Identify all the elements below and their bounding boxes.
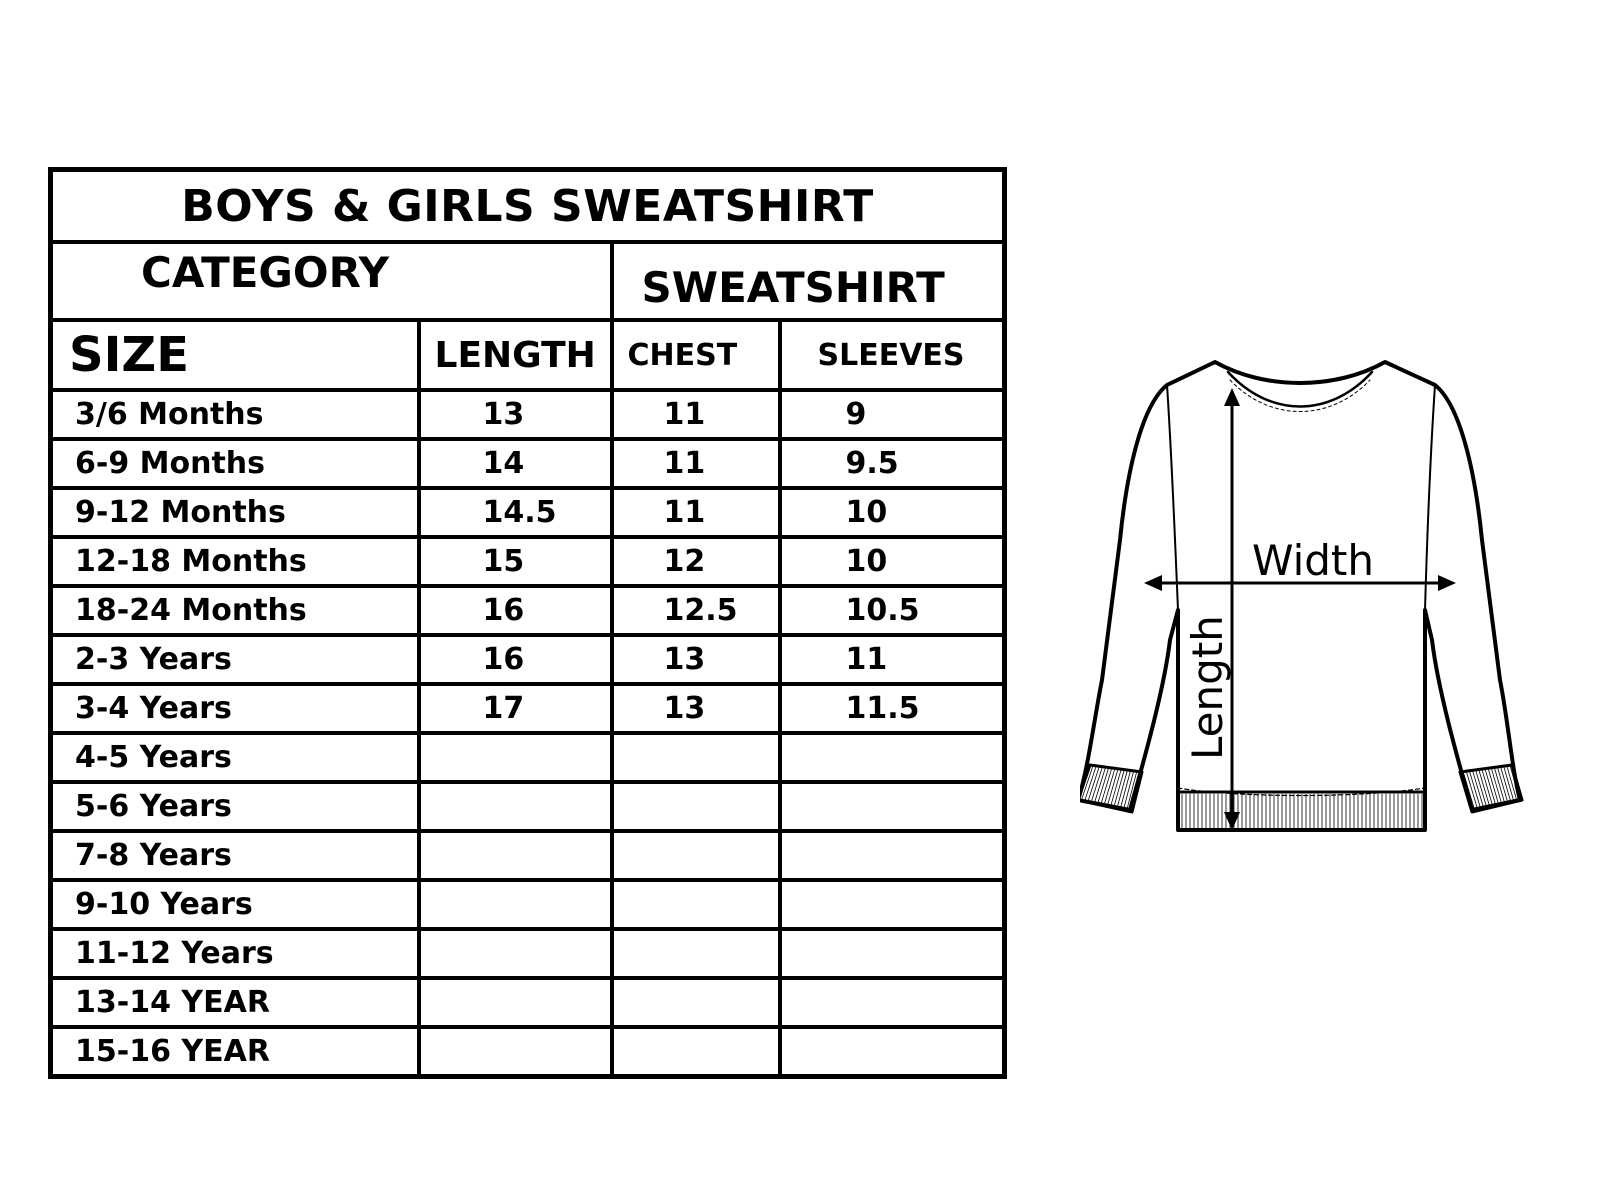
size-cell: 15-16 YEAR (51, 1027, 419, 1077)
sweatshirt-group-label: SWEATSHIRT (612, 242, 1005, 320)
header-sleeves: SLEEVES (780, 320, 1005, 390)
table-row (51, 684, 1005, 733)
chest-cell: 11 (612, 439, 780, 488)
table-row (51, 929, 1005, 978)
chest-cell (612, 929, 780, 978)
sleeves-cell (780, 733, 1005, 782)
sleeves-cell (780, 880, 1005, 929)
size-cell: 3/6 Months (51, 390, 419, 439)
size-cell: 9-12 Months (51, 488, 419, 537)
length-cell: 16 (419, 586, 612, 635)
chest-cell (612, 978, 780, 1027)
chest-cell: 12.5 (612, 586, 780, 635)
table-row (51, 1027, 1005, 1077)
length-cell (419, 978, 612, 1027)
length-cell: 14 (419, 439, 612, 488)
chest-cell (612, 880, 780, 929)
size-cell: 9-10 Years (51, 880, 419, 929)
length-arrowhead-top (1224, 388, 1240, 406)
sweatshirt-measurement-diagram (1080, 360, 1550, 870)
header-size: SIZE (51, 320, 419, 390)
size-cell: 5-6 Years (51, 782, 419, 831)
category-row (51, 242, 1005, 320)
size-cell: 6-9 Months (51, 439, 419, 488)
table-row (51, 537, 1005, 586)
sleeves-cell: 9.5 (780, 439, 1005, 488)
hem-band (1178, 792, 1425, 830)
sleeves-cell: 11.5 (780, 684, 1005, 733)
chest-cell: 11 (612, 390, 780, 439)
length-label: Length (1183, 615, 1232, 760)
size-chart-table (48, 167, 1007, 1079)
sleeves-cell (780, 782, 1005, 831)
sleeves-cell (780, 929, 1005, 978)
sleeves-cell (780, 831, 1005, 880)
chest-cell (612, 831, 780, 880)
length-cell (419, 782, 612, 831)
size-cell: 4-5 Years (51, 733, 419, 782)
length-cell: 15 (419, 537, 612, 586)
size-cell: 12-18 Months (51, 537, 419, 586)
length-cell: 14.5 (419, 488, 612, 537)
length-cell (419, 1027, 612, 1077)
table-row (51, 782, 1005, 831)
length-cell (419, 733, 612, 782)
length-cell: 17 (419, 684, 612, 733)
chest-cell (612, 733, 780, 782)
sleeves-cell: 11 (780, 635, 1005, 684)
table-row (51, 390, 1005, 439)
size-cell: 7-8 Years (51, 831, 419, 880)
sweatshirt-outline (1080, 362, 1520, 830)
size-cell: 3-4 Years (51, 684, 419, 733)
chart-title: BOYS & GIRLS SWEATSHIRT (51, 170, 1005, 243)
sleeves-cell: 9 (780, 390, 1005, 439)
length-cell: 13 (419, 390, 612, 439)
table-row (51, 978, 1005, 1027)
length-cell (419, 929, 612, 978)
table-row (51, 439, 1005, 488)
width-arrowhead-right (1438, 575, 1456, 591)
chest-cell (612, 1027, 780, 1077)
size-cell: 11-12 Years (51, 929, 419, 978)
size-cell: 2-3 Years (51, 635, 419, 684)
table-row (51, 635, 1005, 684)
sleeves-cell: 10 (780, 537, 1005, 586)
chest-cell (612, 782, 780, 831)
neck-rib-outer (1215, 362, 1385, 383)
length-cell: 16 (419, 635, 612, 684)
table-row (51, 733, 1005, 782)
table-row (51, 831, 1005, 880)
length-cell (419, 880, 612, 929)
length-arrowhead-bottom (1224, 812, 1240, 830)
width-label: Width (1252, 536, 1375, 585)
table-row (51, 488, 1005, 537)
length-cell (419, 831, 612, 880)
header-length: LENGTH (419, 320, 612, 390)
title-row (51, 170, 1005, 243)
chest-cell: 12 (612, 537, 780, 586)
table-row (51, 880, 1005, 929)
size-cell: 13-14 YEAR (51, 978, 419, 1027)
column-header-row (51, 320, 1005, 390)
size-cell: 18-24 Months (51, 586, 419, 635)
width-arrowhead-left (1144, 575, 1162, 591)
category-label: CATEGORY (51, 242, 612, 320)
sleeves-cell (780, 1027, 1005, 1077)
chest-cell: 13 (612, 635, 780, 684)
sleeves-cell: 10 (780, 488, 1005, 537)
chest-cell: 13 (612, 684, 780, 733)
sleeves-cell (780, 978, 1005, 1027)
header-chest: CHEST (612, 320, 780, 390)
chest-cell: 11 (612, 488, 780, 537)
sleeves-cell: 10.5 (780, 586, 1005, 635)
table-row (51, 586, 1005, 635)
